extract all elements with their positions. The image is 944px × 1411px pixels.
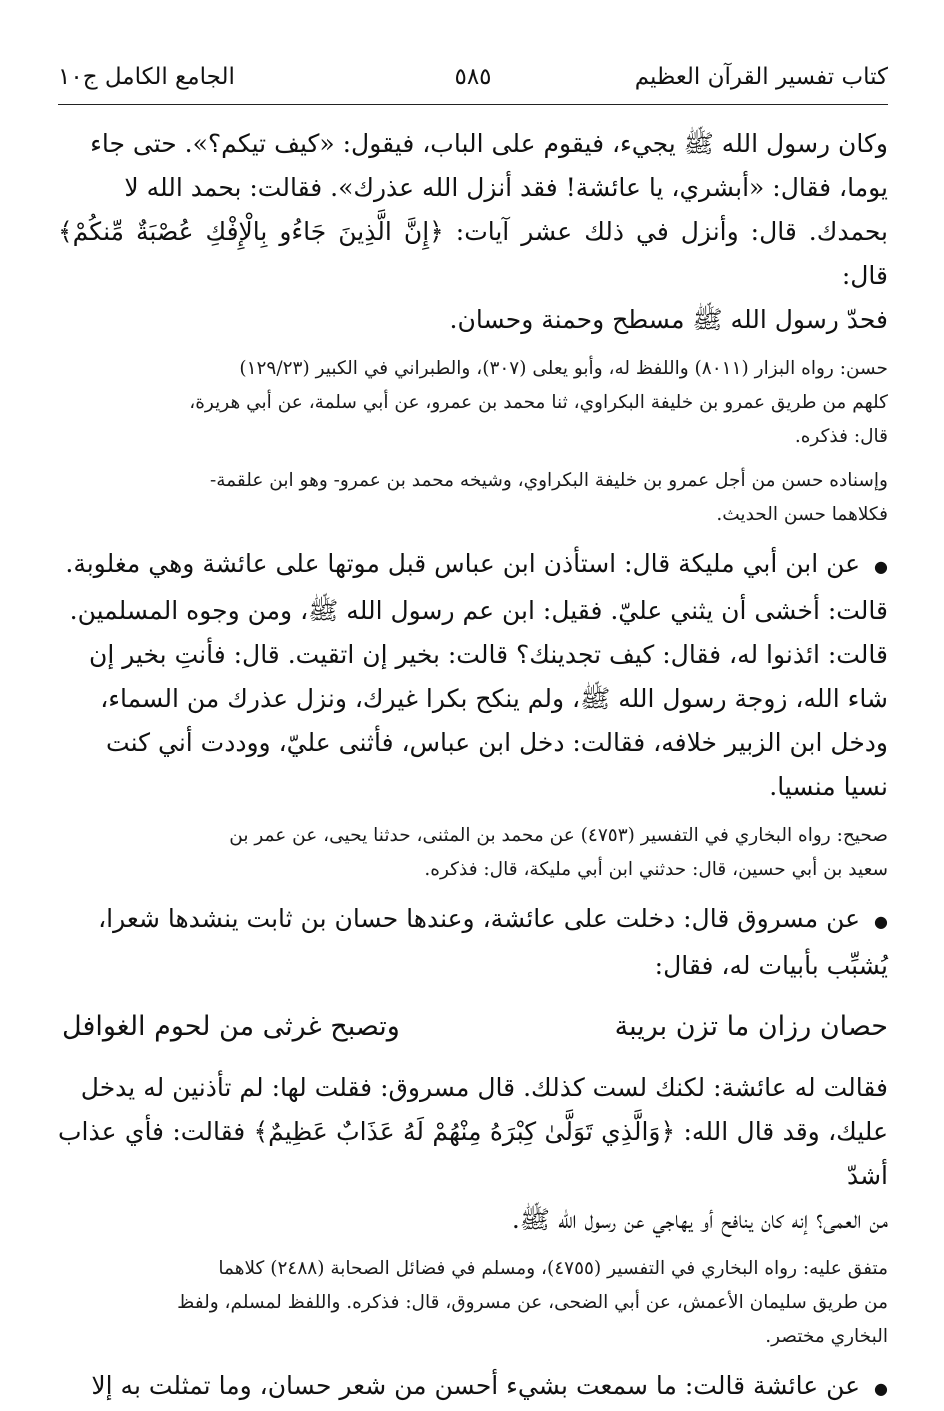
running-header: [58, 60, 888, 105]
hadith-source-note: [58, 819, 888, 887]
hadith-paragraph: [58, 122, 888, 342]
text-line: ● عن مسروق قال: دخلت على عائشة، وعندها حسان بن ثابت ينشدها شعرا،: [98, 904, 888, 933]
text-line: قال: فذكره.: [794, 426, 888, 447]
page-body: [58, 122, 888, 1411]
text-line: متفق عليه: رواه البخاري في التفسير (٤٧٥٥)، ومسلم في فضائل الصحابة (٢٤٨٨) كلاهما: [218, 1258, 888, 1279]
hadith-paragraph: [58, 1066, 888, 1242]
text-line: وكان رسول الله ﷺ يجيء، فيقوم على الباب، فيقول: «كيف تيكم؟». حتى جاء: [90, 129, 888, 158]
text-line: البخاري مختصر.: [765, 1326, 888, 1347]
hadith-paragraph: [58, 1364, 888, 1411]
text-line: ودخل ابن الزبير خلافه، فقالت: دخل ابن عباس، فأثنى عليّ، ووددت أني كنت: [106, 728, 888, 757]
text-line: عليك، وقد قال الله: ﴿وَالَّذِي تَوَلَّىٰ كِبْرَهُ مِنْهُمْ لَهُ عَذَابٌ عَظِيمٌ﴾ فقالت: فأي عذاب أشدّ: [58, 1117, 888, 1190]
verse-second-hemistich: وتصبح غرثى من لحوم الغوافل: [62, 1011, 400, 1042]
text-line: من العمى؟ إنه كان ينافح أو يهاجي عن رسول الله ﷺ.: [511, 1205, 888, 1234]
text-line: ● عن ابن أبي مليكة قال: استأذن ابن عباس قبل موتها على عائشة وهي مغلوبة.: [65, 549, 888, 578]
hadith-source-note: [58, 464, 888, 532]
text-line: فكلاهما حسن الحديث.: [716, 504, 888, 525]
text-line: سعيد بن أبي حسين، قال: حدثني ابن أبي مليكة، قال: فذكره.: [424, 859, 888, 880]
bullet-dot: ●: [874, 912, 888, 931]
hadith-paragraph: [58, 897, 888, 988]
hadith-source-note: [58, 352, 888, 454]
verse-first-hemistich: حصان رزان ما تزن بريبة: [614, 1011, 888, 1042]
text-line: كلهم من طريق عمرو بن خليفة البكراوي، ثنا محمد بن عمرو، عن أبي سلمة، عن أبي هريرة،: [189, 392, 888, 413]
hadith-source-note: [58, 1252, 888, 1354]
text-line: يوما، فقال: «أبشري، يا عائشة! فقد أنزل الله عذرك». فقالت: بحمد الله لا: [124, 173, 888, 202]
book-title: كتاب تفسير القرآن العظيم: [634, 64, 888, 90]
text-line: قالت: ائذنوا له، فقال: كيف تجدينك؟ قالت: بخير إن اتقيت. قال: فأنتِ بخير إن: [88, 640, 888, 669]
text-line: نسيا منسيا.: [769, 772, 888, 801]
text-line: يُشبِّب بأبيات له، فقال:: [654, 951, 888, 980]
text-line: شاء الله، زوجة رسول الله ﷺ، ولم ينكح بكرا غيرك، ونزل عذرك من السماء،: [100, 684, 888, 713]
text-line: حسن: رواه البزار (٨٠١١) واللفظ له، وأبو يعلى (٣٠٧)، والطبراني في الكبير (١٢٩/٢٣): [239, 358, 888, 379]
text-line: قالت: أخشى أن يثني عليّ. فقيل: ابن عم رسول الله ﷺ، ومن وجوه المسلمين.: [69, 596, 888, 625]
text-line: صحيح: رواه البخاري في التفسير (٤٧٥٣) عن محمد بن المثنى، حدثنا يحيى، عن عمر بن: [229, 825, 888, 846]
text-line: ● عن عائشة قالت: ما سمعت بشيء أحسن من شعر حسان، وما تمثلت به إلا: [91, 1371, 888, 1400]
page-number: ٥٨٥: [454, 64, 492, 90]
text-line: وإسناده حسن من أجل عمرو بن خليفة البكراوي، وشيخه محمد بن عمرو- وهو ابن علقمة-: [210, 470, 888, 491]
poetry-verse: [58, 1002, 888, 1052]
text-line: من طريق سليمان الأعمش، عن أبي الضحى، عن مسروق، قال: فذكره. واللفظ لمسلم، ولفظ: [177, 1292, 888, 1313]
volume-label: الجامع الكامل ج١٠: [58, 64, 235, 90]
bullet-dot: ●: [874, 1379, 888, 1398]
text-line: فقالت له عائشة: لكنك لست كذلك. قال مسروق: فقلت لها: لم تأذنين له يدخل: [80, 1073, 888, 1102]
bullet-dot: ●: [874, 557, 888, 576]
text-line: بحمدك. قال: وأنزل في ذلك عشر آيات: ﴿إِنَّ الَّذِينَ جَاءُو بِالْإِفْكِ عُصْبَةٌ مِّنكُمْ﴾ قال:: [58, 217, 888, 290]
text-line: فحدّ رسول الله ﷺ مسطح وحمنة وحسان.: [449, 305, 888, 334]
hadith-paragraph: [58, 542, 888, 809]
